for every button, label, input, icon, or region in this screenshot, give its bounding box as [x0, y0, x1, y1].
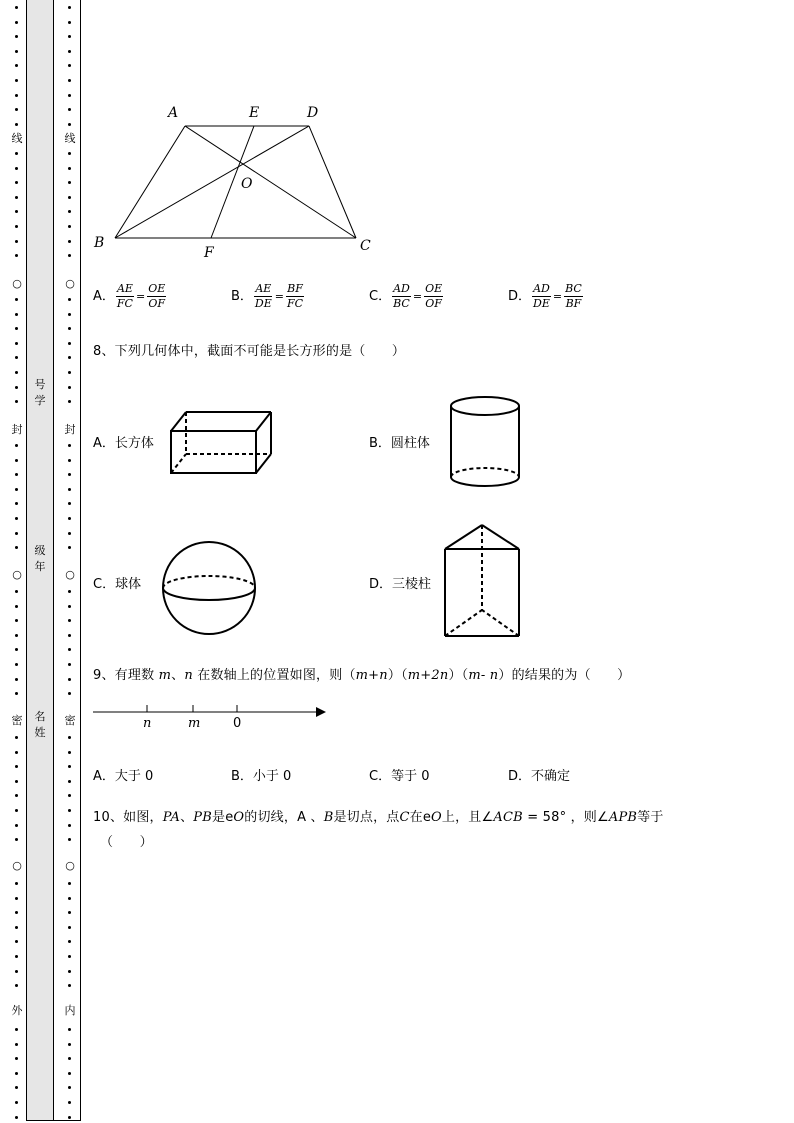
- dot: [68, 838, 71, 841]
- dot: [68, 517, 71, 520]
- dot: [15, 167, 18, 170]
- trapezoid-figure: [88, 95, 388, 265]
- text-run: 、: [171, 668, 185, 683]
- math-var-m: m: [158, 668, 172, 683]
- dot: [68, 605, 71, 608]
- dot: [68, 21, 71, 24]
- dot: [15, 926, 18, 929]
- dot: [15, 751, 18, 754]
- dot: [15, 663, 18, 666]
- dot: [15, 1043, 18, 1046]
- dot: [68, 313, 71, 316]
- text-run: 9、有理数: [93, 668, 159, 683]
- inner-mark-secret: 密: [64, 714, 76, 727]
- dot: [68, 108, 71, 111]
- dot: [68, 167, 71, 170]
- name-label-char-1: 名: [34, 710, 46, 723]
- fraction-numerator: BF: [287, 282, 303, 295]
- dot: [15, 371, 18, 374]
- fraction-numerator: AE: [255, 282, 272, 295]
- fraction-denominator: FC: [116, 297, 133, 310]
- dot: [68, 648, 71, 651]
- dot: [15, 809, 18, 812]
- outer-mark-seal: 封: [11, 423, 23, 436]
- dot: [68, 940, 71, 943]
- dot: [68, 210, 71, 213]
- fraction-right: [147, 283, 166, 310]
- dot: [15, 1028, 18, 1031]
- dot: [15, 50, 18, 53]
- dot: [15, 181, 18, 184]
- dot: [15, 21, 18, 24]
- option-letter: C．: [369, 289, 392, 304]
- dot: [15, 970, 18, 973]
- math-var: PA: [162, 810, 181, 825]
- dot: [68, 590, 71, 593]
- q8-option-b-label[interactable]: B．圆柱体: [369, 436, 430, 451]
- name-label: [32, 709, 48, 741]
- math-expression: m+n: [355, 668, 388, 683]
- q8-option-d-label[interactable]: D．三棱柱: [369, 577, 432, 592]
- dot: [68, 984, 71, 987]
- fraction-denominator: BF: [565, 297, 582, 310]
- dot: [15, 648, 18, 651]
- dot: [68, 1043, 71, 1046]
- inner-mark-inside: 内: [64, 1004, 76, 1017]
- sphere-figure: [158, 538, 260, 640]
- dot: [15, 1072, 18, 1075]
- outer-mark-outside: 外: [11, 1004, 23, 1017]
- dot: [15, 765, 18, 768]
- dot: [15, 444, 18, 447]
- dot: [68, 736, 71, 739]
- dot: [15, 6, 18, 9]
- dot: [15, 1086, 18, 1089]
- inner-mark-circle: ○: [65, 277, 75, 290]
- q7-option-b[interactable]: [231, 283, 305, 310]
- dot: [68, 181, 71, 184]
- dot: [15, 940, 18, 943]
- dot: [15, 546, 18, 549]
- student-id-label: [32, 377, 48, 409]
- gutter-right-border: [80, 0, 81, 1121]
- point-label-e: E: [249, 105, 260, 121]
- dot: [68, 634, 71, 637]
- fraction-left: [392, 283, 411, 310]
- dot: [68, 473, 71, 476]
- dot: [15, 386, 18, 389]
- dot: [68, 488, 71, 491]
- dot: [15, 123, 18, 126]
- text-run: 的切线，A 、: [244, 810, 324, 825]
- dot: [15, 79, 18, 82]
- fraction-denominator: FC: [287, 297, 304, 310]
- dot: [68, 1116, 71, 1119]
- dot: [68, 79, 71, 82]
- point-label-c: C: [360, 238, 371, 254]
- dot: [15, 882, 18, 885]
- dot: [68, 502, 71, 505]
- text-run: ）（: [387, 668, 408, 683]
- dot: [68, 882, 71, 885]
- fraction-denominator: BC: [393, 297, 410, 310]
- q9-stem: [93, 664, 630, 683]
- fraction-numerator: BC: [565, 282, 582, 295]
- dot: [15, 619, 18, 622]
- q9-option-a[interactable]: A．大于 0: [93, 769, 154, 784]
- fraction-numerator: AD: [393, 282, 410, 295]
- equals-sign: =: [552, 290, 563, 303]
- point-label-d: D: [307, 105, 319, 121]
- dot: [15, 502, 18, 505]
- number-line: [90, 700, 330, 735]
- dot: [68, 298, 71, 301]
- dot: [68, 50, 71, 53]
- dot: [15, 1116, 18, 1119]
- dot: [68, 955, 71, 958]
- dot: [68, 619, 71, 622]
- dot: [15, 634, 18, 637]
- dot: [15, 605, 18, 608]
- text-run: 上，且∠: [441, 810, 494, 825]
- dot: [15, 692, 18, 695]
- text-run: 、: [180, 810, 194, 825]
- dot: [68, 356, 71, 359]
- text-run: ）（: [448, 668, 469, 683]
- dot: [15, 838, 18, 841]
- equals-sign: =: [412, 290, 423, 303]
- dot: [15, 897, 18, 900]
- dot: [68, 371, 71, 374]
- dot: [15, 313, 18, 316]
- triangular-prism-figure: [440, 520, 526, 642]
- q8-option-c-label[interactable]: C．球体: [93, 577, 142, 592]
- dot: [68, 780, 71, 783]
- q7-option-c[interactable]: [369, 283, 444, 310]
- tick-label-n: n: [143, 716, 152, 731]
- circle-symbol: e: [225, 810, 234, 825]
- point-label-b: B: [94, 235, 105, 251]
- dot: [15, 240, 18, 243]
- math-expression: m+2n: [407, 668, 449, 683]
- dot: [68, 152, 71, 155]
- dot: [68, 678, 71, 681]
- dot: [68, 240, 71, 243]
- dot: [68, 327, 71, 330]
- dot: [15, 736, 18, 739]
- math-var: O: [431, 810, 442, 825]
- student-id-label-char-1: 号: [34, 378, 46, 391]
- dot: [68, 6, 71, 9]
- dot: [15, 327, 18, 330]
- outer-mark-circle: ○: [12, 568, 22, 581]
- dot: [68, 911, 71, 914]
- math-var: PB: [193, 810, 212, 825]
- dot: [68, 225, 71, 228]
- outer-mark-secret: 密: [11, 714, 23, 727]
- dot: [15, 94, 18, 97]
- gutter-bottom-border: [26, 1120, 80, 1121]
- q9-option-b[interactable]: B．小于 0: [231, 769, 292, 784]
- dot: [15, 108, 18, 111]
- option-letter: D．: [508, 289, 532, 304]
- dot: [15, 152, 18, 155]
- dot: [15, 196, 18, 199]
- dot: [68, 663, 71, 666]
- dot: [68, 386, 71, 389]
- q7-option-a[interactable]: [93, 283, 167, 310]
- dot: [68, 254, 71, 257]
- text-run: 在: [409, 810, 423, 825]
- fraction-numerator: AD: [533, 282, 550, 295]
- q9-option-c[interactable]: C．等于 0: [369, 769, 430, 784]
- equals-sign: =: [274, 290, 284, 303]
- dot: [15, 35, 18, 38]
- dot: [15, 824, 18, 827]
- dot: [15, 356, 18, 359]
- dot: [68, 532, 71, 535]
- dot: [15, 254, 18, 257]
- dot: [68, 926, 71, 929]
- dot: [15, 911, 18, 914]
- outer-mark-circle: ○: [12, 859, 22, 872]
- q8-stem: 8、下列几何体中，截面不可能是长方形的是（ ）: [93, 344, 406, 359]
- dot: [15, 298, 18, 301]
- fraction-left: [532, 283, 551, 310]
- dot: [15, 473, 18, 476]
- text-run: 10、如图，: [93, 810, 163, 825]
- dot: [15, 488, 18, 491]
- q8-option-a-label[interactable]: A．长方体: [93, 436, 154, 451]
- q10-answer-blank: （ ）: [100, 835, 153, 850]
- fraction-numerator: AE: [116, 282, 133, 295]
- point-label-f: F: [204, 245, 214, 261]
- cuboid-figure: [166, 405, 276, 480]
- text-run: 等于: [637, 810, 664, 825]
- dot: [15, 210, 18, 213]
- math-var: O: [233, 810, 245, 825]
- math-var: ACB: [493, 810, 523, 825]
- fraction-right: [564, 283, 583, 310]
- dot: [15, 955, 18, 958]
- math-var-n: n: [184, 668, 193, 683]
- dot: [68, 1057, 71, 1060]
- outer-mark-line: 线: [11, 132, 23, 145]
- name-label-char-2: 姓: [34, 726, 46, 739]
- dot: [15, 400, 18, 403]
- math-var: B: [323, 810, 334, 825]
- cylinder-figure: [444, 393, 526, 493]
- dot: [15, 1101, 18, 1104]
- text-run: 是切点，点: [333, 810, 400, 825]
- q7-option-d[interactable]: [508, 283, 584, 310]
- text-run: ）的结果的为（ ）: [498, 668, 631, 683]
- dot: [15, 678, 18, 681]
- dot: [68, 692, 71, 695]
- fraction-left: [254, 283, 273, 310]
- point-label-a: A: [168, 105, 179, 121]
- dot: [68, 35, 71, 38]
- fraction-right: [286, 283, 304, 310]
- dot: [68, 897, 71, 900]
- dot: [68, 809, 71, 812]
- tick-label-m: m: [188, 716, 201, 731]
- text-run: 在数轴上的位置如图，则（: [192, 668, 356, 683]
- dot: [68, 824, 71, 827]
- tick-label-zero: 0: [233, 716, 242, 731]
- dot: [15, 517, 18, 520]
- dot: [68, 459, 71, 462]
- dot: [15, 780, 18, 783]
- dot: [68, 794, 71, 797]
- dot: [68, 64, 71, 67]
- option-letter: A．: [93, 289, 115, 304]
- dot: [68, 400, 71, 403]
- dot: [68, 970, 71, 973]
- inner-mark-circle: ○: [65, 859, 75, 872]
- fraction-numerator: OE: [148, 282, 166, 295]
- fraction-denominator: OF: [148, 297, 166, 310]
- fraction-numerator: OE: [425, 282, 443, 295]
- dot: [68, 1072, 71, 1075]
- gutter-middle-border: [53, 0, 54, 1121]
- dot: [15, 984, 18, 987]
- dot: [15, 64, 18, 67]
- fraction-right: [424, 283, 443, 310]
- grade-label-char-1: 级: [34, 544, 46, 557]
- text-run: 是: [212, 810, 226, 825]
- fraction-left: [116, 283, 134, 310]
- dot: [68, 1086, 71, 1089]
- dot: [68, 765, 71, 768]
- math-var: APB: [608, 810, 638, 825]
- grade-label: [32, 543, 48, 575]
- outer-mark-circle: ○: [12, 277, 22, 290]
- dot: [68, 342, 71, 345]
- point-label-o: O: [241, 176, 253, 192]
- dot: [15, 794, 18, 797]
- dot: [68, 123, 71, 126]
- inner-mark-circle: ○: [65, 568, 75, 581]
- dot: [15, 1057, 18, 1060]
- equals-sign: =: [135, 290, 146, 303]
- gutter-left-border: [26, 0, 27, 1121]
- dot: [68, 196, 71, 199]
- dot: [15, 342, 18, 345]
- dot: [15, 590, 18, 593]
- circle-symbol: e: [422, 810, 432, 825]
- dot: [68, 1101, 71, 1104]
- dot: [68, 751, 71, 754]
- math-expression: m- n: [468, 668, 499, 683]
- dot: [68, 444, 71, 447]
- math-var: C: [399, 810, 410, 825]
- inner-mark-line: 线: [64, 132, 76, 145]
- option-letter: B．: [231, 289, 253, 304]
- text-run: = 58° ，则∠: [522, 810, 609, 825]
- dot: [15, 532, 18, 535]
- student-id-label-char-2: 学: [34, 394, 46, 407]
- grade-label-char-2: 年: [34, 560, 46, 573]
- dot: [15, 225, 18, 228]
- fraction-denominator: OF: [425, 297, 442, 310]
- fraction-denominator: DE: [533, 297, 550, 310]
- dot: [68, 94, 71, 97]
- arrow-right-icon: [316, 707, 326, 717]
- q10-stem: [93, 806, 664, 825]
- inner-mark-seal: 封: [64, 423, 76, 436]
- fraction-denominator: DE: [254, 297, 272, 310]
- dot: [68, 546, 71, 549]
- dot: [15, 459, 18, 462]
- dot: [68, 1028, 71, 1031]
- q9-option-d[interactable]: D．不确定: [508, 769, 571, 784]
